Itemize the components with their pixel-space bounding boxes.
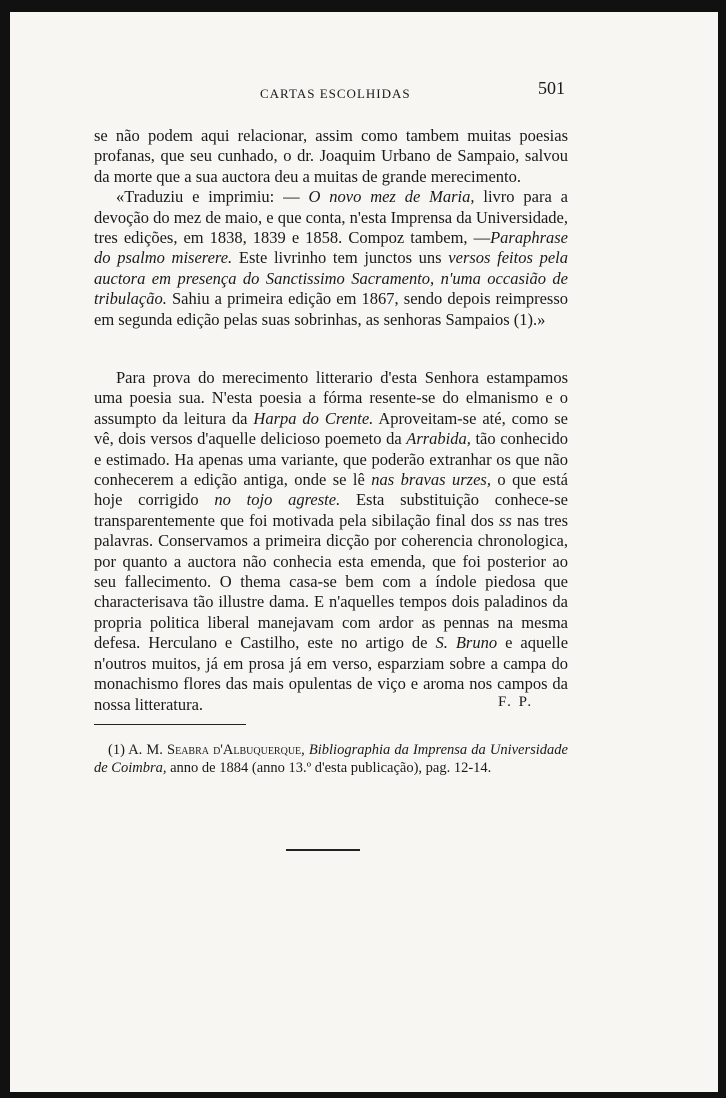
title-s-bruno: S. Bruno (435, 633, 498, 653)
title-bibliographia: Bibliographia da Imprensa da Universidade de Coimbra, (94, 742, 568, 776)
scan-border-left (0, 0, 10, 1098)
paragraph-1: se não podem aqui relacionar, assim como tambem muitas poesias profanas, que seu cunhado, o dr. Joaquim Urbano de Sampaio, salvou da morte que a sua auctora deu a muitas de grande merecimento. (94, 126, 568, 186)
quote-text-2: Este livrinho tem junctos uns (232, 248, 449, 268)
scan-border-right (718, 0, 726, 1098)
title-arrabida: Arrabida, (406, 429, 471, 449)
text-run: nas tres palavras. Conservamos a primeira dicção por coherencia chronologica, por quanto a auctora não conhecia esta emenda, que foi posterior ao seu fallecimento. O thema casa-se bem com a índole piedosa que characterisava tão illustre dama. E n'aquelles tempos dois paladinos da propria politica liberal manejavam com ardor as pennas na mesma defesa. Herculano e Castilho, este no artigo de (94, 510, 568, 653)
quote-bravas-urzes: nas bravas urzes, (371, 470, 491, 490)
author-name: Seabra d'Albuquerque, (167, 742, 305, 758)
body-text-main (94, 368, 568, 715)
quote-intro: «Traduziu e imprimiu: — (116, 187, 309, 207)
text-run: Aproveitam-se até, como se vê, dois versos d'aquelle delicioso poemeto da (94, 408, 568, 449)
title-versos: versos feitos pela auctora em presença do Sanctissimo Sacramento, n'uma occasião de tribulação. (94, 248, 568, 309)
quote-tojo-agreste: no tojo agreste. (214, 490, 341, 510)
paragraph-3 (94, 368, 568, 715)
footnote-marker: (1) A. M. (108, 742, 168, 758)
text-run: Esta substituição conhece-se transparentemente que foi motivada pela sibilação final dos (94, 490, 568, 530)
title-paraphrase: Paraphrase do psalmo miserere. (94, 228, 568, 268)
scan-border-top (0, 0, 726, 12)
page-number: 501 (538, 78, 565, 98)
quote-text-1: livro para a devoção do mez de maio, e que conta, n'esta Imprensa da Universidade, tres edições, em 1838, 1839 e 1858. Compoz tambem, — (94, 187, 568, 248)
end-rule (286, 849, 360, 851)
text-run: o que está hoje corrigido (94, 470, 568, 510)
footnote-separator (94, 724, 246, 725)
title-harpa: Harpa do Crente. (253, 408, 374, 428)
signature-initials: F. P. (498, 694, 534, 710)
text-run: anno de 1884 (anno 13.º d'esta publicação), pag. 12-14. (166, 759, 492, 776)
text-run: tão conhecido e estimado. Ha apenas uma variante, que poderão extranhar os que não conhecerem a edição antiga, onde se lê (94, 429, 568, 490)
footnote-1 (94, 742, 568, 777)
text-run: Para prova do merecimento litterario d'esta Senhora estampamos uma poesia sua. N'esta poesia a fórma resente-se do elmanismo e o assumpto da leitura da (94, 368, 568, 428)
text-run: e aquelle n'outros muitos, já em prosa já em verso, esparziam sobre a campa do monachismo flores das mais opulentas de viço e aroma nos campos da nossa litteratura. (94, 633, 569, 714)
running-header: CARTAS ESCOLHIDAS (260, 86, 411, 101)
title-novo-mez: O novo mez de Maria, (308, 187, 475, 207)
footnote (94, 742, 568, 777)
body-text-top (94, 126, 568, 330)
quote-text-3: Sahiu a primeira edição em 1867, sendo depois reimpresso em segunda edição pelas suas sobrinhas, as senhoras Sampaios (1).» (94, 289, 568, 329)
letters-ss: ss (499, 510, 512, 530)
scan-border-bottom (0, 1092, 726, 1098)
paragraph-2-quote (94, 187, 568, 330)
